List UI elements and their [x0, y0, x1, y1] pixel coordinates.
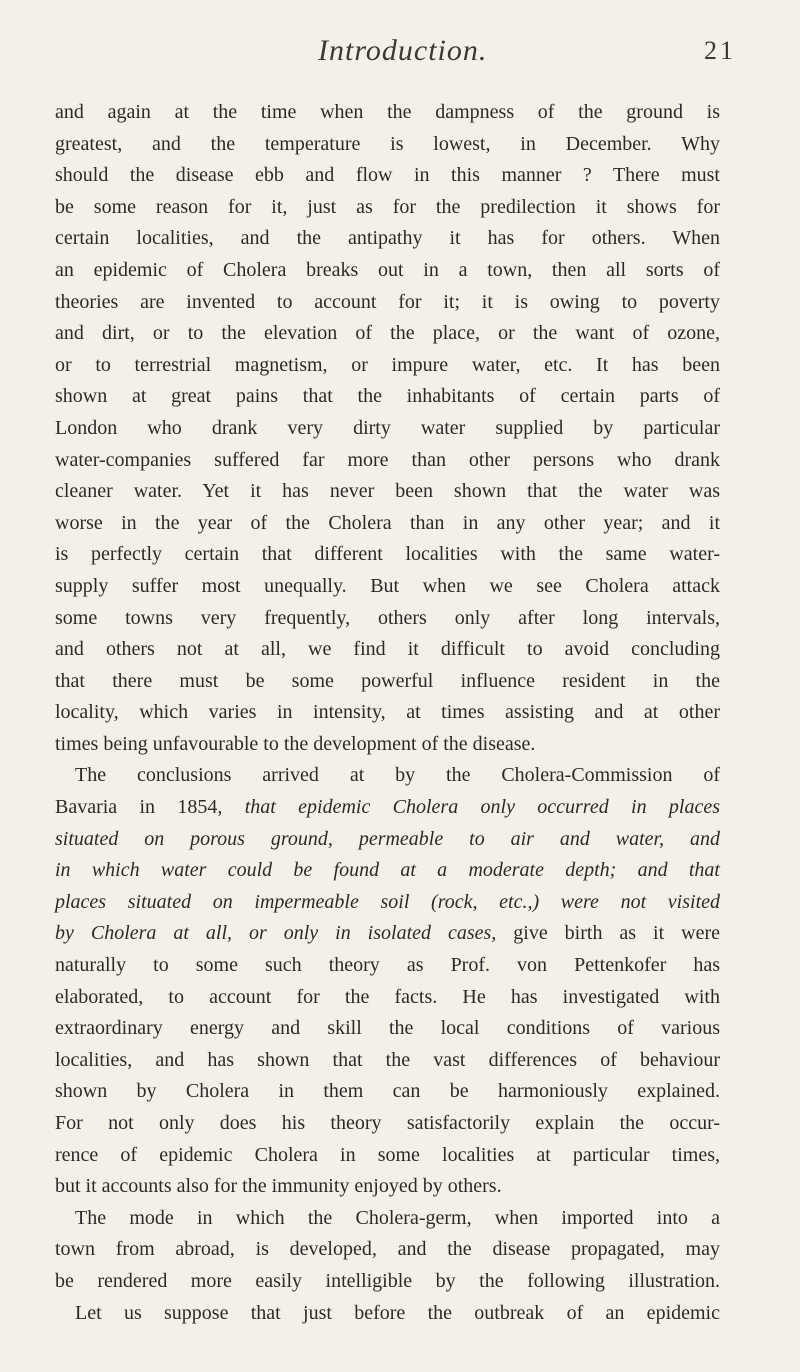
text-line: greatest, and the temperature is lowest, in December. Why: [55, 132, 720, 155]
text-line: and others not at all, we find it difficult to avoid concluding: [55, 638, 720, 661]
page-number: 21: [704, 36, 736, 65]
text-line-italic: [55, 824, 720, 856]
text-line: certain localities, and the antipathy it has for others. When: [55, 227, 720, 250]
text-italic: in which water could be found at a moderate depth; and that: [55, 859, 720, 882]
text-line: theories are invented to account for it; it is owing to poverty: [55, 290, 720, 313]
text-line: For not only does his theory satisfactorily explain the occur-: [55, 1112, 720, 1134]
text-line-mixed: [55, 792, 720, 824]
text-line: extraordinary energy and skill the local conditions of various: [55, 1017, 720, 1040]
text-italic: situated on porous ground, permeable to air and water, and: [55, 827, 720, 850]
text-roman: Bavaria in 1854,: [55, 796, 245, 819]
text-line: but it accounts also for the immunity enjoyed by others.: [55, 1175, 502, 1198]
text-line: shown at great pains that the inhabitants of certain parts of: [55, 385, 720, 408]
text-line: water-companies suffered far more than other persons who drank: [55, 448, 720, 471]
running-title: Introduction.: [318, 34, 488, 67]
text-line: or to terrestrial magnetism, or impure water, etc. It has been: [55, 353, 720, 376]
paragraph-start: The conclusions arrived at by the Cholera-Commission of: [75, 764, 720, 787]
text-line: London who drank very dirty water supplied by particular: [55, 416, 720, 439]
text-italic: that epidemic Cholera only occurred in places: [244, 796, 720, 819]
text-line: and dirt, or to the elevation of the place, or the want of ozone,: [55, 322, 720, 345]
text-line: elaborated, to account for the facts. He has investigated with: [55, 985, 720, 1008]
text-line: some towns very frequently, others only after long intervals,: [55, 606, 720, 629]
text-line: localities, and has shown that the vast differences of behaviour: [55, 1048, 720, 1071]
text-line-italic: [55, 855, 720, 887]
page-header: [0, 24, 800, 67]
text-line: cleaner water. Yet it has never been shown that the water was: [55, 480, 720, 503]
text-line: should the disease ebb and flow in this manner ? There must: [55, 164, 720, 187]
text-line: worse in the year of the Cholera than in any other year; and it: [55, 511, 720, 534]
text-line: be some reason for it, just as for the predilection it shows for: [55, 195, 720, 218]
body-text: [55, 97, 720, 1329]
paragraph-start: The mode in which the Cholera-germ, when imported into a: [75, 1206, 720, 1229]
text-italic: places situated on impermeable soil (rock, etc.,) were not visited: [55, 890, 720, 913]
text-line: times being unfavourable to the development of the disease.: [55, 732, 536, 755]
text-roman: give birth as it were: [496, 922, 720, 945]
text-line: be rendered more easily intelligible by the following illustration.: [55, 1269, 720, 1292]
text-line-mixed: [55, 918, 720, 950]
text-line: rence of epidemic Cholera in some localities at particular times,: [55, 1143, 720, 1166]
text-line: is perfectly certain that different localities with the same water-: [55, 543, 720, 566]
text-line: and again at the time when the dampness of the ground is: [55, 101, 720, 123]
text-line: that there must be some powerful influence resident in the: [55, 669, 720, 692]
text-line: Let us suppose that just before the outbreak of an epidemic: [75, 1301, 720, 1324]
text-line: town from abroad, is developed, and the disease propagated, may: [55, 1238, 720, 1261]
text-line-italic: [55, 887, 720, 919]
text-line: locality, which varies in intensity, at times assisting and at other: [55, 701, 720, 724]
text-line: an epidemic of Cholera breaks out in a town, then all sorts of: [55, 258, 720, 281]
text-line: supply suffer most unequally. But when we see Cholera attack: [55, 574, 720, 597]
text-line: naturally to some such theory as Prof. von Pettenkofer has: [55, 954, 720, 977]
text-italic: by Cholera at all, or only in isolated cases,: [55, 922, 497, 945]
text-line: shown by Cholera in them can be harmoniously explained.: [55, 1080, 720, 1103]
